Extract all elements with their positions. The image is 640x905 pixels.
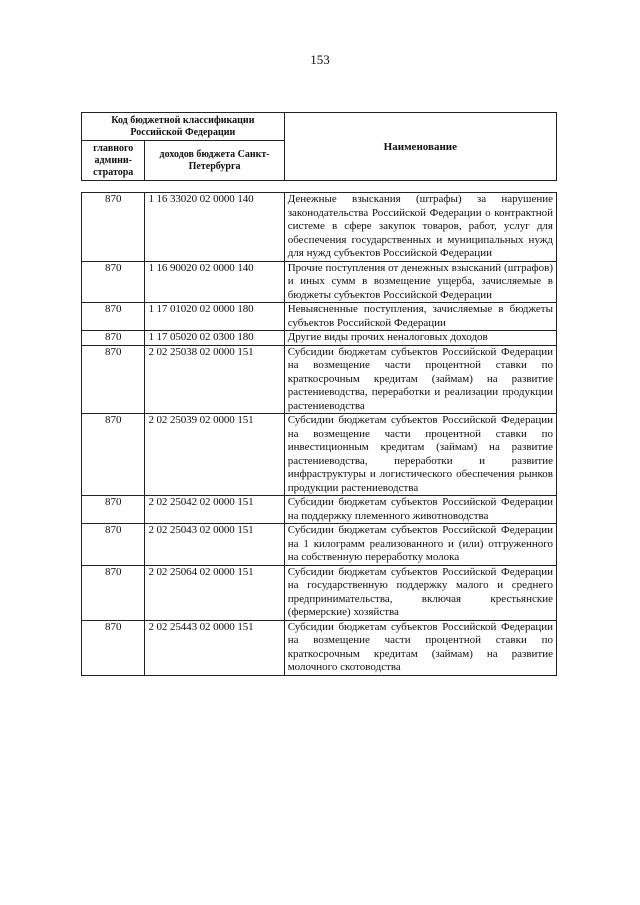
admin-code-cell: 870 <box>82 303 145 331</box>
admin-code-cell: 870 <box>82 620 145 675</box>
table-row <box>82 620 557 675</box>
admin-code-cell: 870 <box>82 261 145 303</box>
admin-code-cell: 870 <box>82 496 145 524</box>
name-cell: Субсидии бюджетам субъектов Российской Федерации на государственную поддержку малого и среднего предпринимательства, включая крестьянские (фермерские) хозяйства <box>284 565 556 620</box>
name-cell: Субсидии бюджетам субъектов Российской Федерации на возмещение части процентной ставки по инвестиционным кредитам (займам) на развитие растениеводства, переработки и развитие инфраструктуры и логистического обеспечения рынков продукции растениеводства <box>284 414 556 496</box>
income-code-cell: 2 02 25043 02 0000 151 <box>145 524 284 566</box>
table-row <box>82 524 557 566</box>
header-classification-code: Код бюджетной классификации Российской Федерации <box>82 113 285 141</box>
header-income: доходов бюджета Санкт-Петербурга <box>145 141 284 181</box>
name-cell: Субсидии бюджетам субъектов Российской Федерации на 1 килограмм реализованного и (или) отгруженного на собственную переработку молока <box>284 524 556 566</box>
name-cell: Субсидии бюджетам субъектов Российской Федерации на возмещение части процентной ставки по краткосрочным кредитам (займам) на развитие растениеводства, переработки и реализации продукции растениеводства <box>284 345 556 414</box>
income-code-cell: 2 02 25064 02 0000 151 <box>145 565 284 620</box>
income-code-cell: 1 16 33020 02 0000 140 <box>145 193 284 262</box>
header-name: Наименование <box>284 113 556 181</box>
header-admin: главного админи-стратора <box>82 141 145 181</box>
admin-code-cell: 870 <box>82 345 145 414</box>
name-cell: Денежные взыскания (штрафы) за нарушение законодательства Российской Федерации о контрактной системе в сфере закупок товаров, работ, услуг для обеспечения государственных и муниципальных нужд для нужд субъектов Российской Федерации <box>284 193 556 262</box>
income-code-cell: 2 02 25038 02 0000 151 <box>145 345 284 414</box>
table-row <box>82 414 557 496</box>
table-row <box>82 303 557 331</box>
name-cell: Субсидии бюджетам субъектов Российской Федерации на поддержку племенного животноводства <box>284 496 556 524</box>
table-row <box>82 193 557 262</box>
name-cell: Невыясненные поступления, зачисляемые в бюджеты субъектов Российской Федерации <box>284 303 556 331</box>
table-row <box>82 496 557 524</box>
admin-code-cell: 870 <box>82 524 145 566</box>
admin-code-cell: 870 <box>82 565 145 620</box>
name-cell: Прочие поступления от денежных взысканий (штрафов) и иных сумм в возмещение ущерба, зачисляемые в бюджеты субъектов Российской Федерации <box>284 261 556 303</box>
page-number: 153 <box>310 52 330 67</box>
name-cell: Субсидии бюджетам субъектов Российской Федерации на возмещение части процентной ставки по краткосрочным кредитам (займам) на развитие молочного скотоводства <box>284 620 556 675</box>
table-row <box>82 565 557 620</box>
income-code-cell: 2 02 25443 02 0000 151 <box>145 620 284 675</box>
table-row <box>82 345 557 414</box>
income-code-cell: 1 17 05020 02 0300 180 <box>145 331 284 346</box>
header-table <box>81 112 557 181</box>
income-code-cell: 1 17 01020 02 0000 180 <box>145 303 284 331</box>
name-cell: Другие виды прочих неналоговых доходов <box>284 331 556 346</box>
table-row <box>82 331 557 346</box>
table-row <box>82 261 557 303</box>
admin-code-cell: 870 <box>82 414 145 496</box>
income-code-cell: 2 02 25042 02 0000 151 <box>145 496 284 524</box>
admin-code-cell: 870 <box>82 331 145 346</box>
admin-code-cell: 870 <box>82 193 145 262</box>
income-code-cell: 2 02 25039 02 0000 151 <box>145 414 284 496</box>
income-code-cell: 1 16 90020 02 0000 140 <box>145 261 284 303</box>
classification-table <box>81 192 557 676</box>
